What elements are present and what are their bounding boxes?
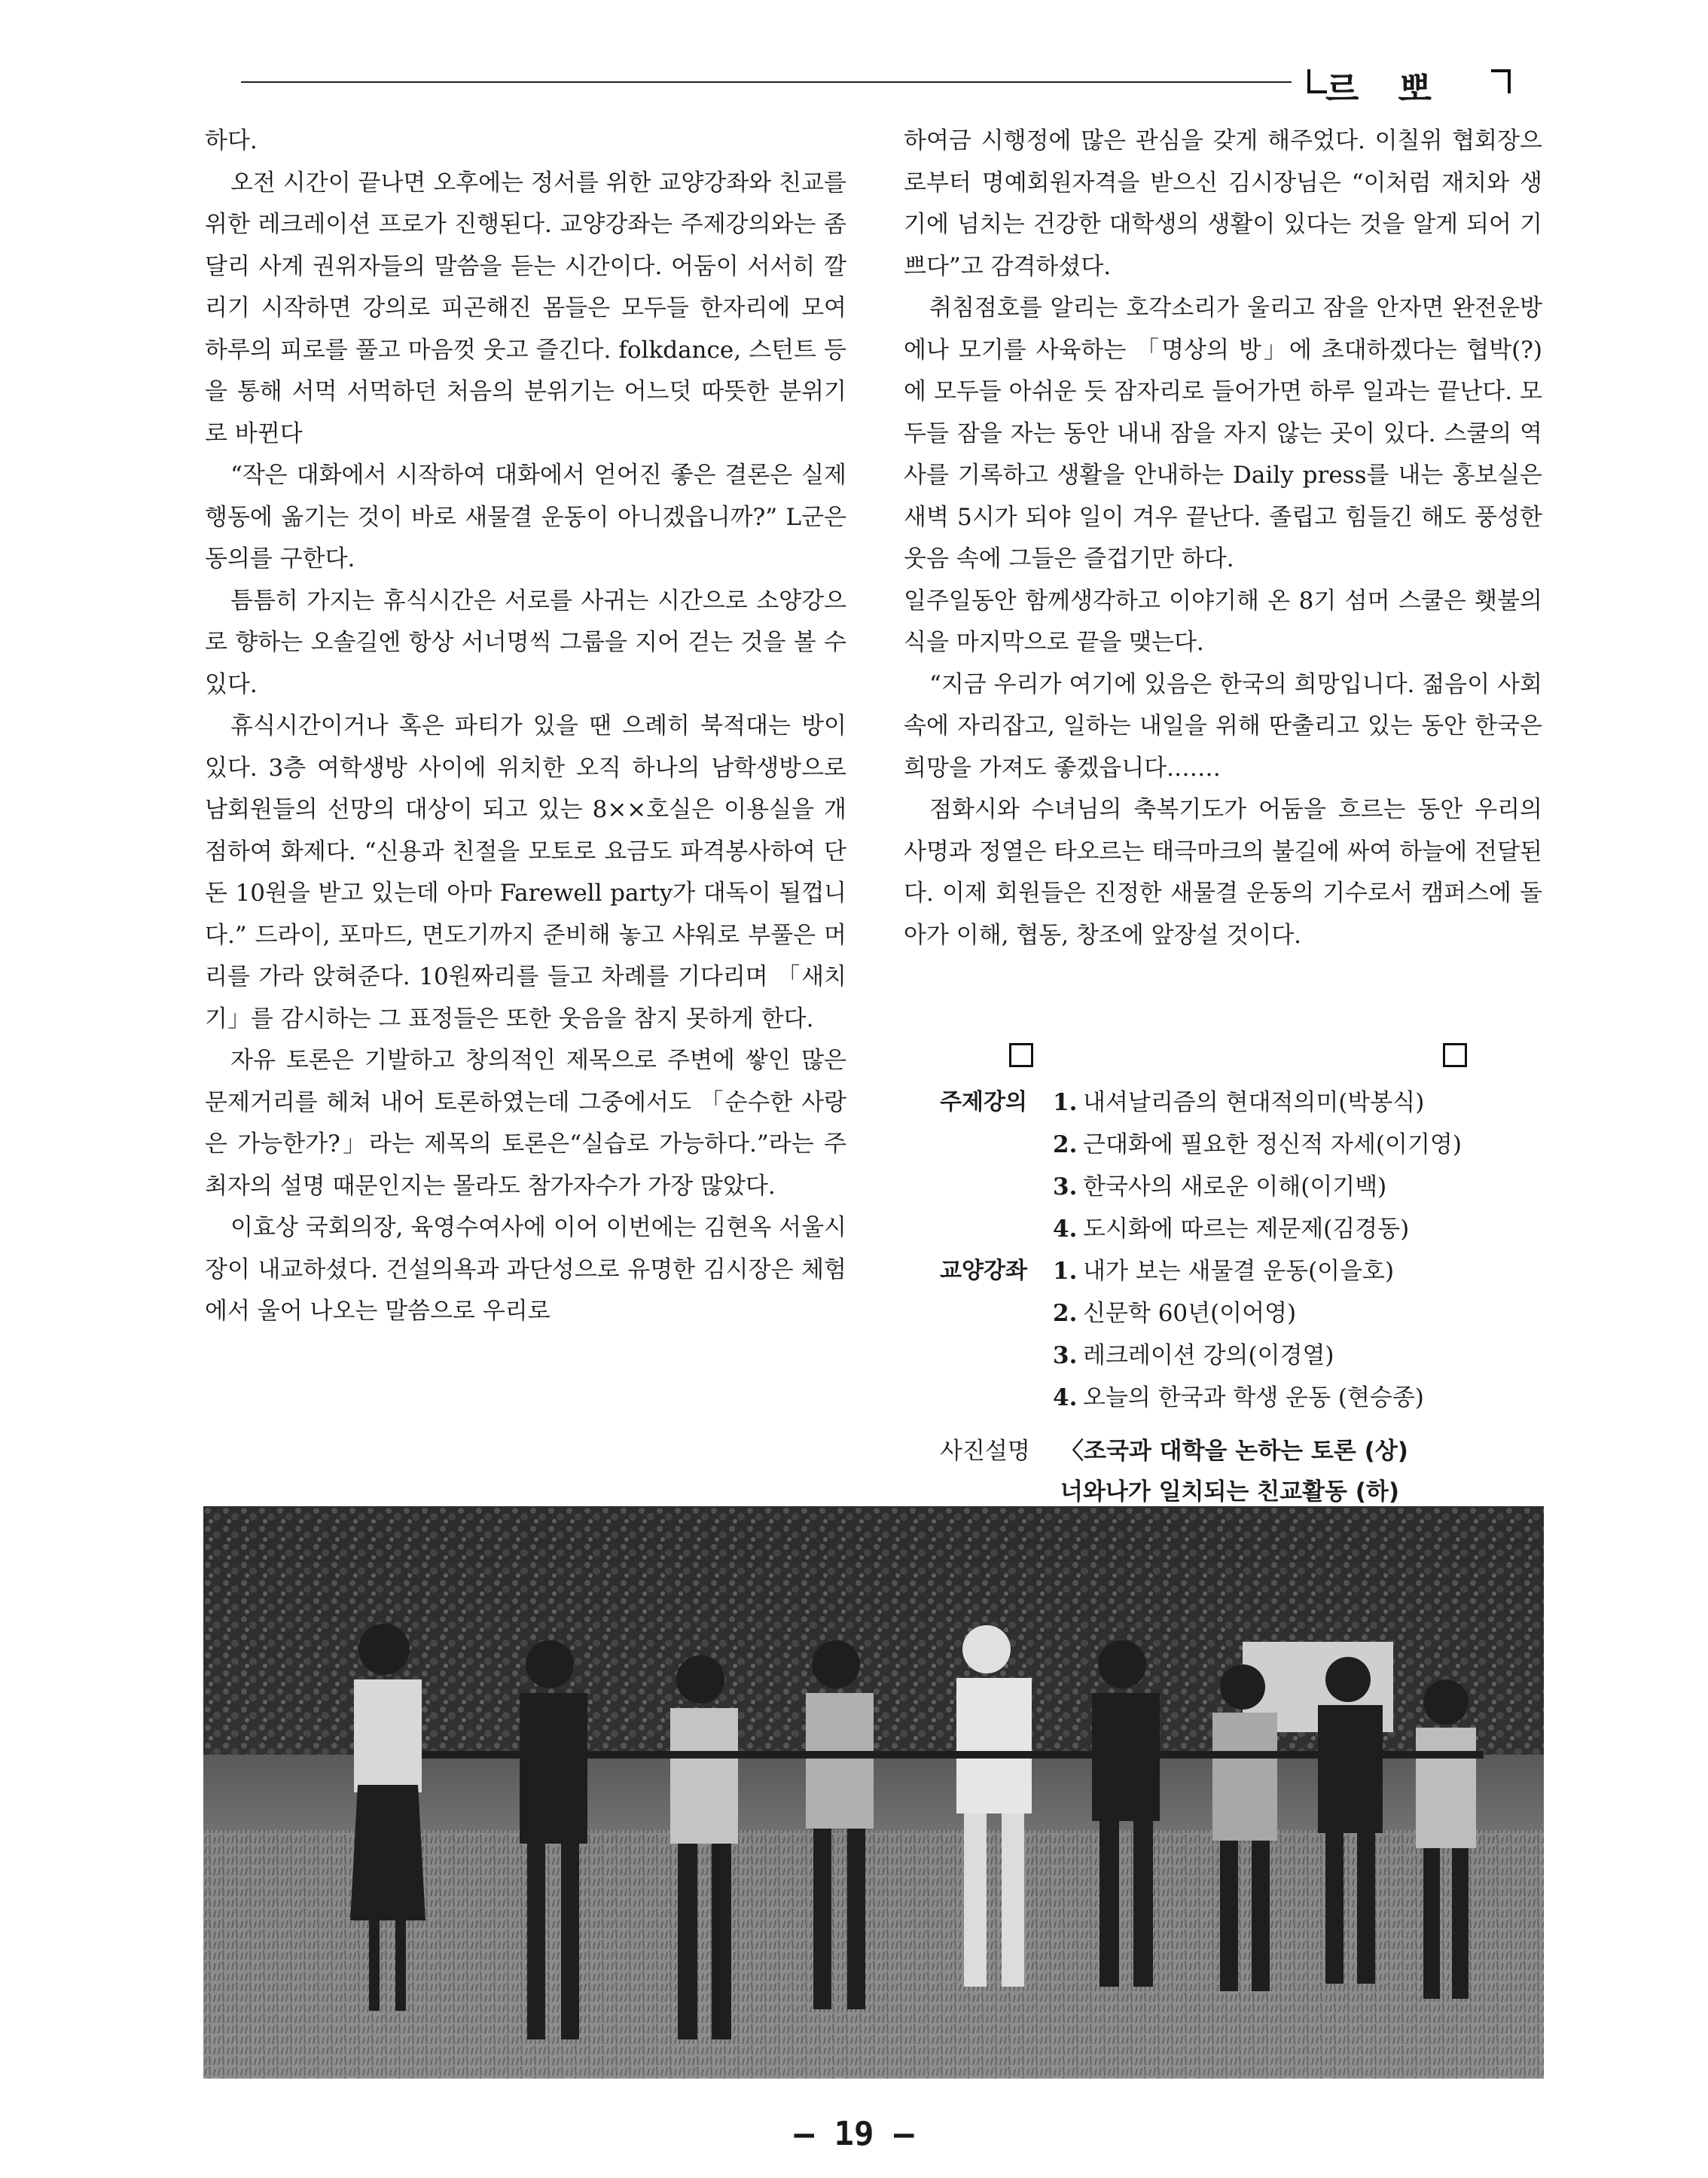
paragraph: “작은 대화에서 시작하여 대화에서 얻어진 좋은 결론은 실제 행동에 옮기는 것이 바로 새물결 운동이 아니겠읍니까?” L군은 동의를 구한다. (205, 462, 846, 572)
lecture-list (940, 1081, 1565, 1419)
section-title: 르 뽀 (1325, 69, 1445, 109)
paragraph: 하여금 시행정에 많은 관심을 갖게 해주었다. 이칠위 협회장으로부터 명예회원자격을 받으신 김시장님은 “이처럼 재치와 생기에 넘치는 건강한 대학생의 생활이 있다는 것을 알게 되어 기쁘다”고 감격하셨다. (904, 127, 1542, 280)
item-text: 도시화에 따르는 제문제(김경동) (1083, 1216, 1410, 1243)
header-corner-left (1307, 69, 1327, 93)
list-item (1053, 1208, 1565, 1250)
paragraph: 자유 토론은 기발하고 창의적인 제목으로 주변에 쌓인 많은 문제거리를 헤쳐 내어 토론하였는데 그중에서도 「순수한 사랑은 가능한가?」라는 제목의 토론은“실습로 가능하다.”라는 주최자의 설명 때문인지는 몰라도 참가자수가 가장 많았다. (205, 1047, 846, 1200)
header-rule (241, 81, 1292, 83)
list-item (1053, 1335, 1565, 1377)
paragraph: 휴식시간이거나 혹은 파티가 있을 땐 으례히 북적대는 방이 있다. 3층 여학생방 사이에 위치한 오직 하나의 남학생방으로 남회원들의 선망의 대상이 되고 있는 8××호실은 이용실을 개점하여 화제다. “신용과 친절을 모토로 요금도 파격봉사하여 단돈 10원을 받고 있는데 아마 Farewell party가 대독이 될껍니다.” 드라이, 포마드, 면도기까지 준비해 놓고 샤워로 부풀은 머리를 가라 앉혀준다. 10원짜리를 들고 차례를 기다리며 「새치기」를 감시하는 그 표정들은 또한 웃음을 참지 못하게 한다. (205, 712, 846, 1033)
item-number: 4. (1053, 1216, 1078, 1243)
caption-line: 너와나가 일치되는 친교활동 (하) (1060, 1478, 1400, 1505)
item-text: 오늘의 한국과 학생 운동 (현승종) (1083, 1384, 1424, 1411)
square-ornament-icon (1443, 1043, 1467, 1067)
list-item (1053, 1250, 1565, 1292)
photo-caption (940, 1431, 1565, 1512)
list-item (1053, 1124, 1565, 1166)
paragraph: 오전 시간이 끝나면 오후에는 정서를 위한 교양강좌와 친교를 위한 레크레이션 프로가 진행된다. 교양강좌는 주제강의와는 좀 달리 사계 권위자들의 말씀을 듣는 시간이다. 어둠이 서서히 깔리기 시작하면 강의로 피곤해진 몸들은 모두들 한자리에 모여 하루의 피로를 풀고 마음껏 웃고 즐긴다. folkdance, 스턴트 등을 통해 서먹 서먹하던 처음의 분위기는 어느덧 따뜻한 분위기로 바뀐다 (205, 169, 846, 447)
main-lecture-group (940, 1081, 1565, 1250)
caption-label: 사진설명 (940, 1438, 1030, 1465)
item-text: 내가 보는 새물결 운동(이을호) (1083, 1258, 1395, 1285)
left-column (205, 120, 846, 1333)
list-item (1053, 1081, 1565, 1124)
lecture-group-label: 교양강좌 (940, 1258, 1027, 1284)
lecture-group-label: 주제강의 (940, 1089, 1027, 1115)
right-column (904, 120, 1542, 956)
paragraph: 하다. (205, 127, 258, 154)
square-ornament-icon (1009, 1043, 1033, 1067)
box-ornaments (1009, 1043, 1476, 1070)
item-text: 내셔날리즘의 현대적의미(박봉식) (1083, 1089, 1425, 1116)
item-number: 1. (1053, 1258, 1078, 1285)
paragraph: 이효상 국회의장, 육영수여사에 이어 이번에는 김현옥 서울시장이 내교하셨다. 건설의욕과 과단성으로 유명한 김시장은 체험에서 울어 나오는 말씀으로 우리로 (205, 1214, 846, 1325)
paragraph: 일주일동안 함께생각하고 이야기해 온 8기 섬머 스쿨은 횃불의식을 마지막으로 끝을 맺는다. (904, 587, 1542, 656)
header-corner-right (1491, 69, 1511, 93)
item-text: 신문학 60년(이어영) (1083, 1300, 1297, 1327)
paragraph: “지금 우리가 여기에 있음은 한국의 희망입니다. 젊음이 사회속에 자리잡고, 일하는 내일을 위해 딴출리고 있는 동안 한국은 희망을 가져도 좋겠읍니다.…… (904, 670, 1542, 782)
paragraph: 틈틈히 가지는 휴식시간은 서로를 사귀는 시간으로 소양강으로 향하는 오솔길엔 항상 서너명씩 그룹을 지어 걷는 것을 볼 수 있다. (205, 587, 846, 698)
item-number: 4. (1053, 1384, 1078, 1411)
paragraph: 점화시와 수녀님의 축복기도가 어둠을 흐르는 동안 우리의 사명과 정열은 타오르는 태극마크의 불길에 싸여 하늘에 전달된다. 이제 회원들은 진정한 새물결 운동의 기수로서 캠퍼스에 돌아가 이해, 협동, 창조에 앞장설 것이다. (904, 796, 1542, 949)
item-number: 3. (1053, 1342, 1078, 1369)
item-text: 근대화에 필요한 정신적 자세(이기영) (1083, 1131, 1462, 1158)
item-number: 2. (1053, 1131, 1078, 1158)
group-dance-photo (203, 1506, 1544, 2079)
list-item (1053, 1377, 1565, 1419)
item-text: 한국사의 새로운 이해(이기백) (1083, 1173, 1387, 1200)
item-number: 3. (1053, 1173, 1078, 1200)
item-number: 1. (1053, 1089, 1078, 1116)
item-number: 2. (1053, 1300, 1078, 1327)
paragraph: 취침점호를 알리는 호각소리가 울리고 잠을 안자면 완전운방에나 모기를 사육하는 「명상의 방」에 초대하겠다는 협박(?)에 모두들 아쉬운 듯 잠자리로 들어가면 하루 일과는 끝난다. 모두들 잠을 자는 동안 내내 잠을 자지 않는 곳이 있다. 스쿨의 역사를 기록하고 생활을 안내하는 Daily press를 내는 홍보실은 새벽 5시가 되야 일이 겨우 끝난다. 졸립고 힘들긴 해도 풍성한 웃음 속에 그들은 즐겁기만 하다. (904, 294, 1542, 572)
list-item (1053, 1292, 1565, 1335)
page-number: — 19 — (794, 2115, 914, 2153)
item-text: 레크레이션 강의(이경열) (1083, 1342, 1334, 1369)
list-item (1053, 1166, 1565, 1208)
culture-lecture-group (940, 1250, 1565, 1419)
caption-line: 〈조국과 대학을 논하는 토론 (상) (1060, 1438, 1408, 1465)
